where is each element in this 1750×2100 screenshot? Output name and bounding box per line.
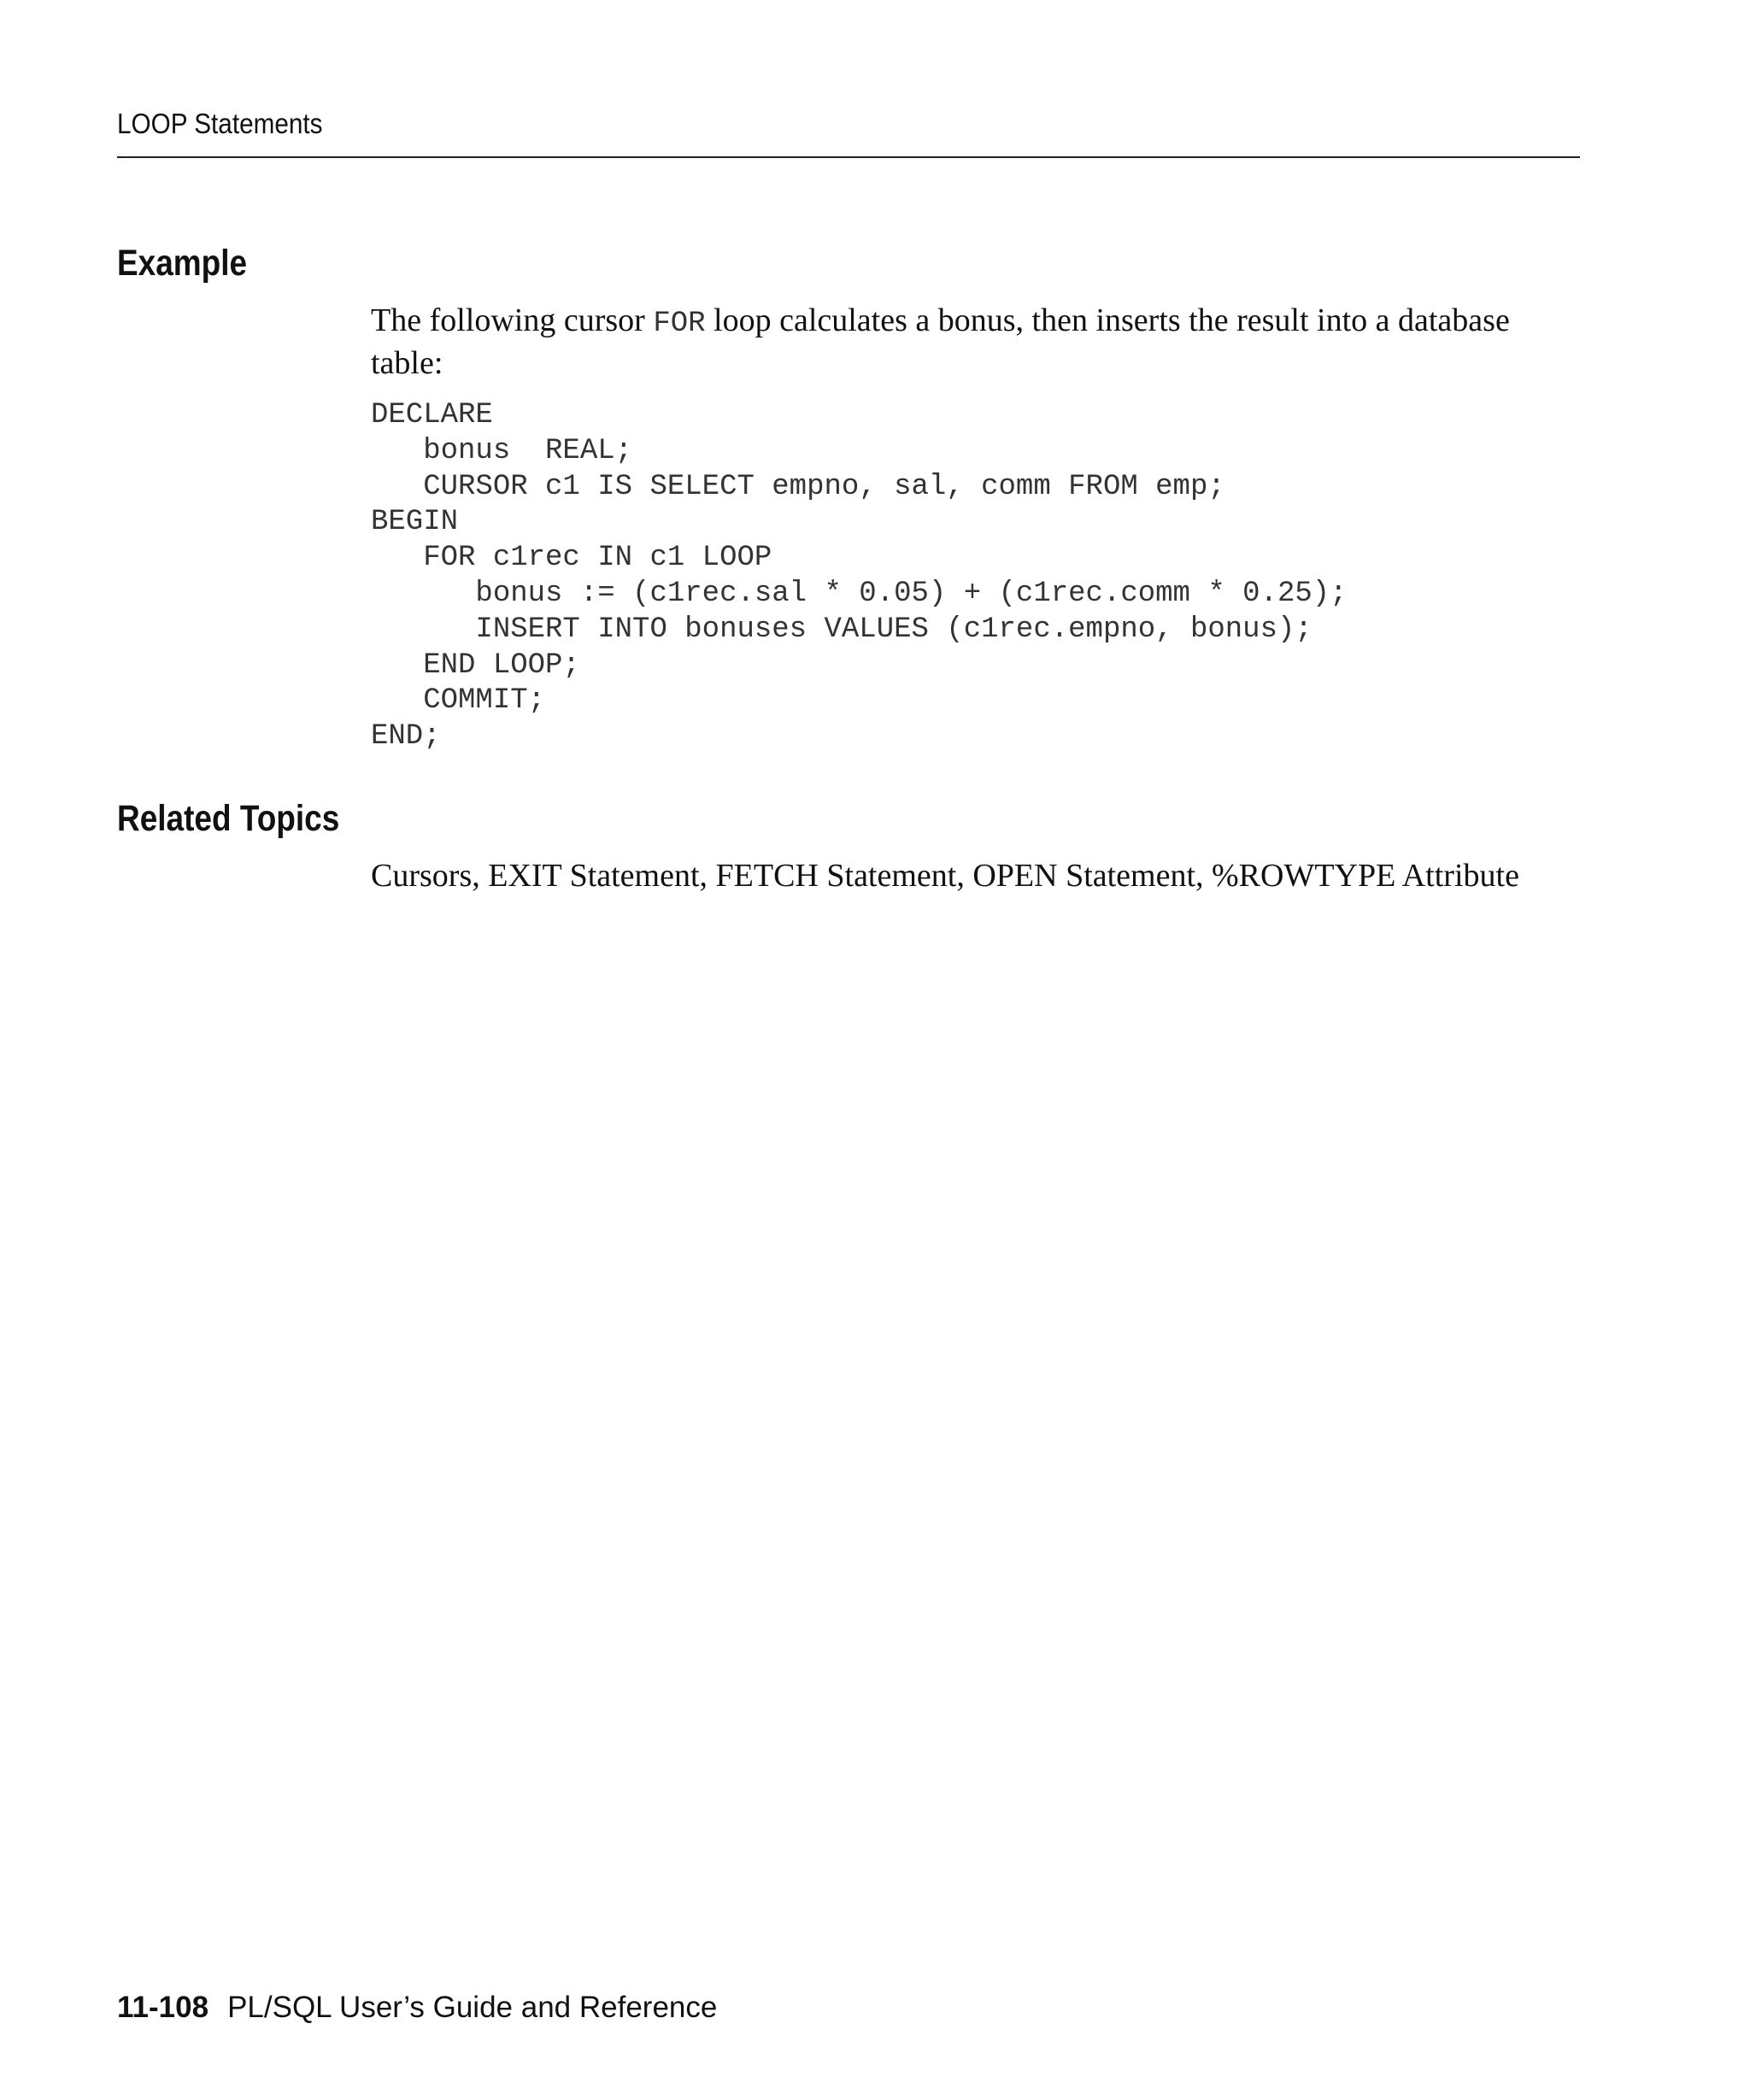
code-line: bonus := (c1rec.sal * 0.05) + (c1rec.comm * 0.25);	[371, 577, 1348, 610]
code-line: COMMIT;	[371, 684, 546, 718]
related-topics-text: Cursors, EXIT Statement, FETCH Statement, OPEN Statement, %ROWTYPE Attribute	[371, 858, 1519, 894]
page-footer	[117, 1991, 717, 2025]
example-heading: Example	[117, 243, 248, 284]
code-line: END LOOP;	[371, 648, 580, 682]
code-line: FOR c1rec IN c1 LOOP	[371, 542, 772, 575]
code-line: bonus REAL;	[371, 434, 633, 467]
running-header-title: LOOP Statements	[117, 108, 323, 139]
code-line: DECLARE	[371, 399, 493, 431]
header-rule	[117, 156, 1580, 158]
intro-inline-code: FOR	[653, 308, 706, 340]
code-line: CURSOR c1 IS SELECT empno, sal, comm FROM emp;	[371, 470, 1225, 503]
footer-page-number: 11-108	[117, 1991, 209, 2024]
code-line: INSERT INTO bonuses VALUES (c1rec.empno, bonus);	[371, 613, 1312, 646]
example-intro-paragraph	[371, 301, 1584, 383]
footer-book-title: PL/SQL User’s Guide and Reference	[227, 1991, 718, 2024]
code-line: END;	[371, 720, 441, 754]
code-line: BEGIN	[371, 506, 459, 539]
intro-text-after: loop calculates a bonus, then inserts the result into a database table:	[371, 302, 1510, 381]
intro-text-before: The following cursor	[371, 302, 654, 338]
related-topics-heading: Related Topics	[117, 798, 340, 839]
code-example	[371, 398, 1348, 755]
